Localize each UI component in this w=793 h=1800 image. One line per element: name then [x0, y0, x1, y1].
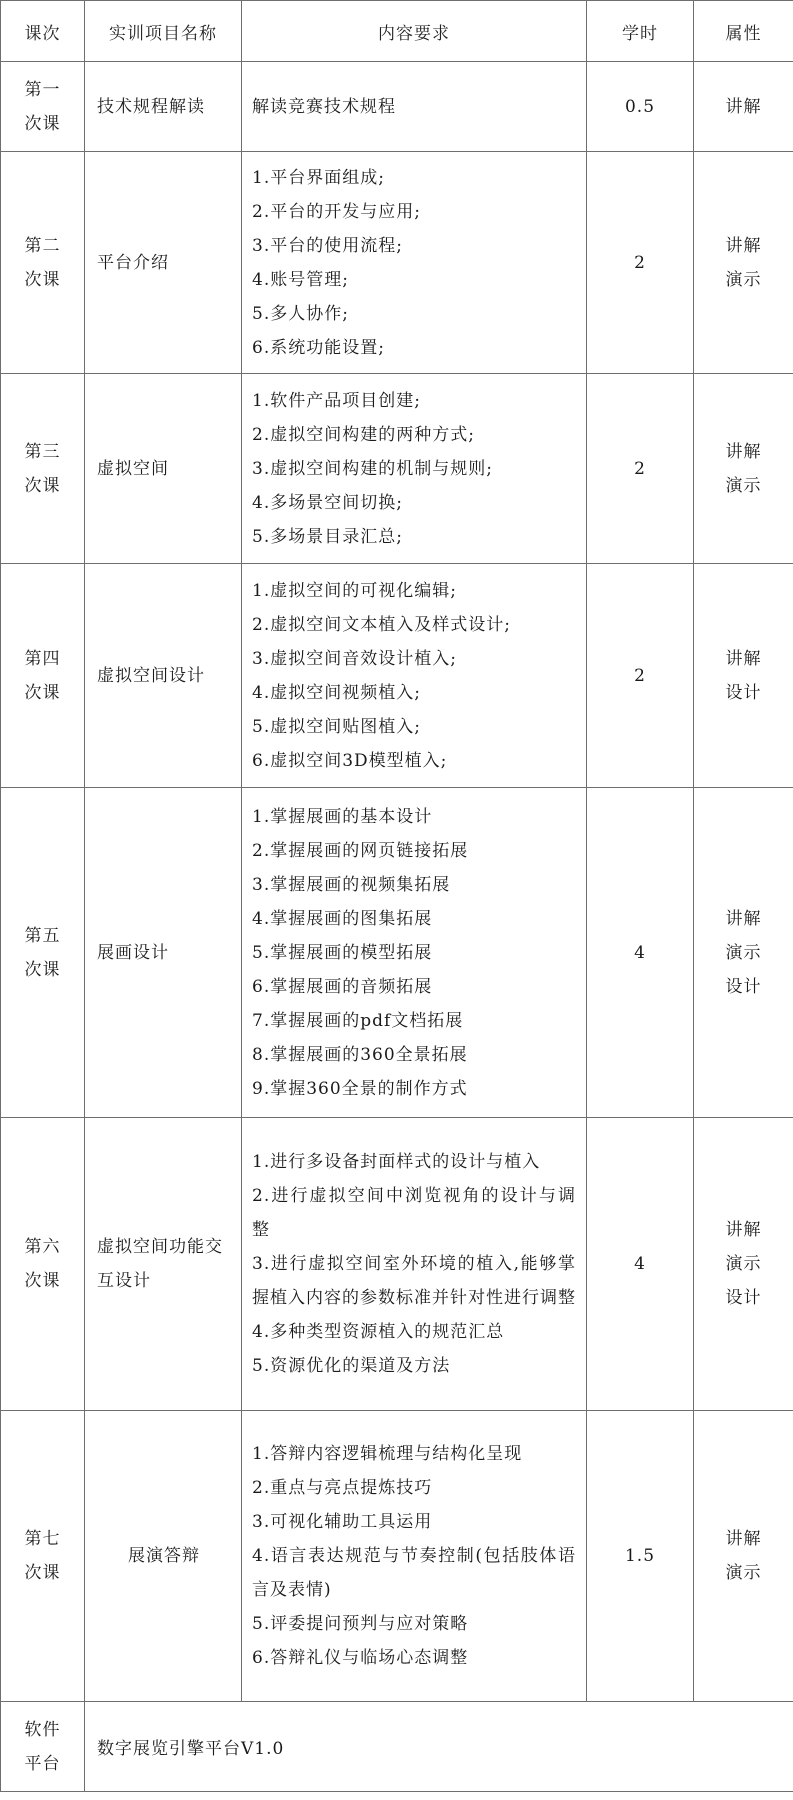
- table-row: [1, 1411, 793, 1702]
- hours-cell: 0.5: [587, 62, 694, 152]
- hours-cell: 4: [587, 1118, 694, 1411]
- lesson-cell: 第一 次课: [1, 62, 85, 152]
- hours-cell: 2: [587, 564, 694, 788]
- content-cell: 1.虚拟空间的可视化编辑; 2.虚拟空间文本植入及样式设计; 3.虚拟空间音效设计植入; 4.虚拟空间视频植入; 5.虚拟空间贴图植入; 6.虚拟空间3D模型植入;: [242, 564, 587, 788]
- content-cell: 1.软件产品项目创建; 2.虚拟空间构建的两种方式; 3.虚拟空间构建的机制与规则; 4.多场景空间切换; 5.多场景目录汇总;: [242, 374, 587, 564]
- software-platform-label: 软件 平台: [1, 1702, 85, 1792]
- project-name-cell: 虚拟空间设计: [85, 564, 242, 788]
- software-platform-value: 数字展览引擎平台V1.0: [85, 1702, 793, 1792]
- content-cell: 1.掌握展画的基本设计 2.掌握展画的网页链接拓展 3.掌握展画的视频集拓展 4.掌握展画的图集拓展 5.掌握展画的模型拓展 6.掌握展画的音频拓展 7.掌握展画的pdf文档拓展 8.掌握展画的360全景拓展 9.掌握360全景的制作方式: [242, 788, 587, 1118]
- lesson-cell: 第二 次课: [1, 152, 85, 374]
- header-hours: 学时: [587, 1, 694, 62]
- hours-cell: 4: [587, 788, 694, 1118]
- content-cell: 1.答辩内容逻辑梳理与结构化呈现 2.重点与亮点提炼技巧 3.可视化辅助工具运用 4.语言表达规范与节奏控制(包括肢体语言及表情) 5.评委提问预判与应对策略 6.答辩礼仪与临场心态调整: [242, 1411, 587, 1702]
- content-cell: 1.平台界面组成; 2.平台的开发与应用; 3.平台的使用流程; 4.账号管理; 5.多人协作; 6.系统功能设置;: [242, 152, 587, 374]
- table-row: [1, 62, 793, 152]
- lesson-cell: 第六 次课: [1, 1118, 85, 1411]
- table-row: [1, 1118, 793, 1411]
- type-cell: 讲解 演示 设计: [694, 788, 793, 1118]
- type-cell: 讲解 设计: [694, 564, 793, 788]
- header-type: 属性: [694, 1, 793, 62]
- software-platform-row: [1, 1702, 793, 1792]
- lesson-cell: 第七 次课: [1, 1411, 85, 1702]
- lesson-cell: 第五 次课: [1, 788, 85, 1118]
- project-name-cell: 展演答辩: [85, 1411, 242, 1702]
- table-row: [1, 152, 793, 374]
- project-name-cell: 技术规程解读: [85, 62, 242, 152]
- lesson-cell: 第三 次课: [1, 374, 85, 564]
- content-cell: 解读竞赛技术规程: [242, 62, 587, 152]
- content-cell: 1.进行多设备封面样式的设计与植入 2.进行虚拟空间中浏览视角的设计与调整 3.进行虚拟空间室外环境的植入,能够掌握植入内容的参数标准并针对性进行调整 4.多种类型资源植入的规范汇总 5.资源优化的渠道及方法: [242, 1118, 587, 1411]
- project-name-cell: 虚拟空间功能交互设计: [85, 1118, 242, 1411]
- table-row: [1, 788, 793, 1118]
- table-row: [1, 564, 793, 788]
- project-name-cell: 展画设计: [85, 788, 242, 1118]
- project-name-cell: 平台介绍: [85, 152, 242, 374]
- hours-cell: 2: [587, 152, 694, 374]
- header-content-requirements: 内容要求: [242, 1, 587, 62]
- lesson-cell: 第四 次课: [1, 564, 85, 788]
- header-project-name: 实训项目名称: [85, 1, 242, 62]
- table-row: [1, 374, 793, 564]
- project-name-cell: 虚拟空间: [85, 374, 242, 564]
- type-cell: 讲解 演示: [694, 152, 793, 374]
- type-cell: 讲解 演示 设计: [694, 1118, 793, 1411]
- header-lesson: 课次: [1, 1, 85, 62]
- table-header-row: [1, 1, 793, 62]
- hours-cell: 1.5: [587, 1411, 694, 1702]
- type-cell: 讲解: [694, 62, 793, 152]
- type-cell: 讲解 演示: [694, 374, 793, 564]
- hours-cell: 2: [587, 374, 694, 564]
- type-cell: 讲解 演示: [694, 1411, 793, 1702]
